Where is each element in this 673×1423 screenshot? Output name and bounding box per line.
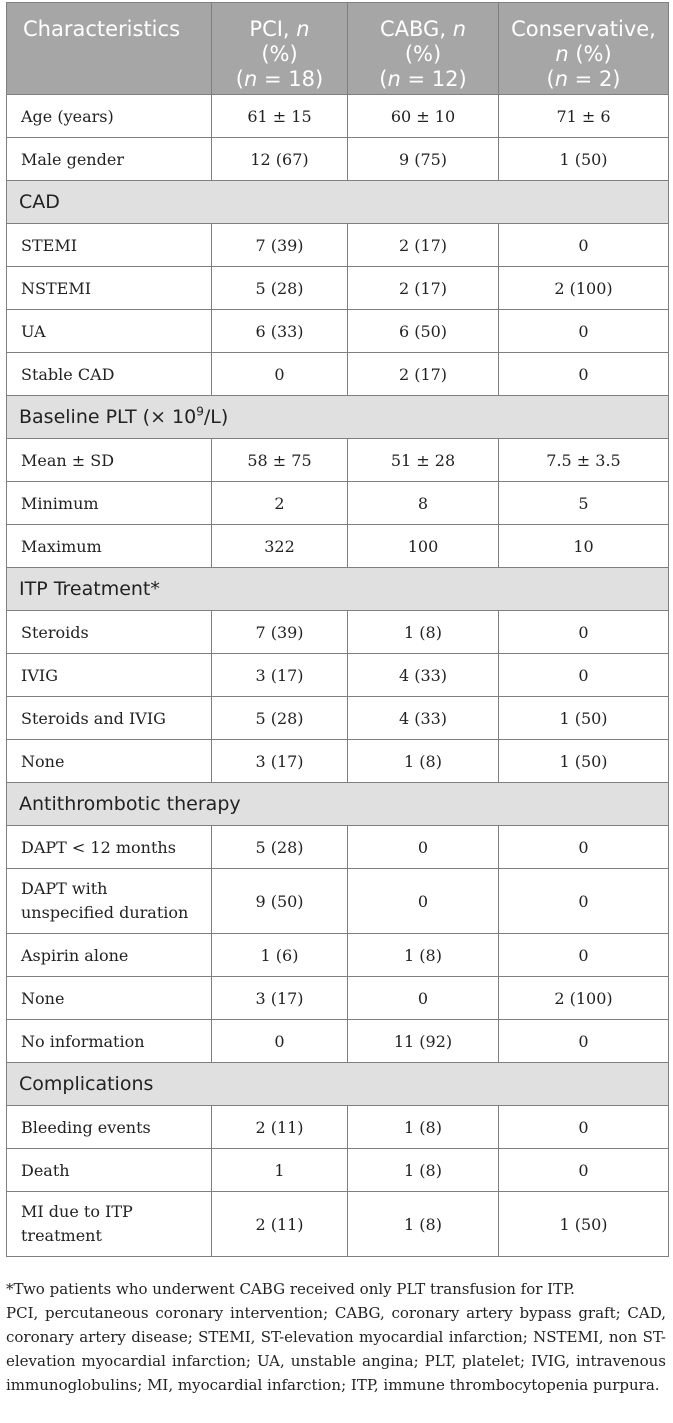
table-row — [7, 1106, 669, 1149]
row-label: Bleeding events — [7, 1106, 212, 1149]
cell-cabg: 1 (8) — [348, 1192, 499, 1257]
cell-cabg: 1 (8) — [348, 740, 499, 783]
cell-cabg: 51 ± 28 — [348, 439, 499, 482]
cell-cabg: 60 ± 10 — [348, 95, 499, 138]
table-row — [7, 1192, 669, 1257]
row-label: STEMI — [7, 224, 212, 267]
table-row — [7, 934, 669, 977]
row-label: Minimum — [7, 482, 212, 525]
table-row — [7, 826, 669, 869]
cell-cabg: 1 (8) — [348, 611, 499, 654]
cell-conservative: 0 — [499, 1020, 669, 1063]
header-characteristics: Characteristics — [7, 3, 212, 95]
cell-pci: 6 (33) — [212, 310, 348, 353]
row-label: IVIG — [7, 654, 212, 697]
cell-conservative: 2 (100) — [499, 977, 669, 1020]
cell-pci: 3 (17) — [212, 740, 348, 783]
cell-conservative: 5 — [499, 482, 669, 525]
cell-cabg: 9 (75) — [348, 138, 499, 181]
row-label: DAPT with unspecified duration — [7, 869, 212, 934]
row-label: Age (years) — [7, 95, 212, 138]
cell-pci: 61 ± 15 — [212, 95, 348, 138]
cell-cabg: 1 (8) — [348, 1149, 499, 1192]
footnote-asterisk: *Two patients who underwent CABG received only PLT transfusion for ITP. — [6, 1280, 575, 1298]
cell-conservative: 0 — [499, 224, 669, 267]
table-row — [7, 977, 669, 1020]
table-row — [7, 95, 669, 138]
header-pci: PCI, n (%) (n = 18) — [212, 3, 348, 95]
row-label: No information — [7, 1020, 212, 1063]
cell-cabg: 8 — [348, 482, 499, 525]
cell-pci: 1 (6) — [212, 934, 348, 977]
section-title: Complications — [7, 1063, 669, 1106]
cell-conservative: 0 — [499, 1106, 669, 1149]
cell-pci: 2 (11) — [212, 1106, 348, 1149]
cell-cabg: 1 (8) — [348, 1106, 499, 1149]
table-row — [7, 138, 669, 181]
cell-conservative: 1 (50) — [499, 1192, 669, 1257]
table-row — [7, 611, 669, 654]
row-label: None — [7, 740, 212, 783]
table-row — [7, 740, 669, 783]
table-row — [7, 267, 669, 310]
cell-conservative: 0 — [499, 353, 669, 396]
table-row — [7, 1020, 669, 1063]
cell-conservative: 0 — [499, 934, 669, 977]
row-label: Steroids and IVIG — [7, 697, 212, 740]
table-row — [7, 224, 669, 267]
cell-pci: 0 — [212, 353, 348, 396]
section-header-baseline-plt — [7, 396, 669, 439]
cell-conservative: 71 ± 6 — [499, 95, 669, 138]
footnote-abbreviations: PCI, percutaneous coronary intervention; CABG, coronary artery bypass graft; CAD, coronary artery disease; STEMI, ST-elevation myocardial infarction; NSTEMI, non ST-elevation myocardial infarction; UA, unstable angina; PLT, platelet; IVIG, intravenous immunoglobulins; MI, myocardial infarction; ITP, immune thrombocytopenia purpura. — [6, 1304, 666, 1394]
cell-cabg: 1 (8) — [348, 934, 499, 977]
cell-pci: 2 — [212, 482, 348, 525]
cell-conservative: 1 (50) — [499, 697, 669, 740]
table-row — [7, 310, 669, 353]
section-header-complications — [7, 1063, 669, 1106]
section-title: Baseline PLT (× $10^9/L$) — [7, 396, 669, 439]
cell-cabg: 2 (17) — [348, 267, 499, 310]
row-label: Aspirin alone — [7, 934, 212, 977]
cell-conservative: 2 (100) — [499, 267, 669, 310]
table-row — [7, 654, 669, 697]
cell-pci: 1 — [212, 1149, 348, 1192]
cell-cabg: 4 (33) — [348, 697, 499, 740]
row-label: Male gender — [7, 138, 212, 181]
table-footnotes — [6, 1277, 666, 1397]
row-label: DAPT < 12 months — [7, 826, 212, 869]
cell-cabg: 0 — [348, 977, 499, 1020]
cell-conservative: 1 (50) — [499, 740, 669, 783]
cell-pci: 58 ± 75 — [212, 439, 348, 482]
table-row — [7, 353, 669, 396]
cell-conservative: 1 (50) — [499, 138, 669, 181]
cell-cabg: 100 — [348, 525, 499, 568]
cell-conservative: 10 — [499, 525, 669, 568]
cell-pci: 322 — [212, 525, 348, 568]
table-header-row — [7, 3, 669, 95]
table-row — [7, 525, 669, 568]
table-row — [7, 439, 669, 482]
row-label: Steroids — [7, 611, 212, 654]
cell-cabg: 2 (17) — [348, 224, 499, 267]
cell-pci: 3 (17) — [212, 654, 348, 697]
cell-cabg: 2 (17) — [348, 353, 499, 396]
section-header-cad — [7, 181, 669, 224]
section-title: ITP Treatment* — [7, 568, 669, 611]
cell-pci: 7 (39) — [212, 224, 348, 267]
header-cabg: CABG, n (%) (n = 12) — [348, 3, 499, 95]
row-label: None — [7, 977, 212, 1020]
cell-pci: 7 (39) — [212, 611, 348, 654]
cell-pci: 3 (17) — [212, 977, 348, 1020]
cell-cabg: 0 — [348, 869, 499, 934]
header-conservative: Conservative, n (%) (n = 2) — [499, 3, 669, 95]
row-label: MI due to ITP treatment — [7, 1192, 212, 1257]
cell-conservative: 0 — [499, 1149, 669, 1192]
section-header-antithrombotic-therapy — [7, 783, 669, 826]
cell-cabg: 6 (50) — [348, 310, 499, 353]
cell-pci: 0 — [212, 1020, 348, 1063]
cell-pci: 5 (28) — [212, 826, 348, 869]
cell-pci: 9 (50) — [212, 869, 348, 934]
row-label: Stable CAD — [7, 353, 212, 396]
row-label: Death — [7, 1149, 212, 1192]
table-row — [7, 869, 669, 934]
cell-pci: 5 (28) — [212, 697, 348, 740]
section-title: Antithrombotic therapy — [7, 783, 669, 826]
row-label: Maximum — [7, 525, 212, 568]
characteristics-table — [6, 2, 669, 1257]
cell-conservative: 0 — [499, 654, 669, 697]
row-label: NSTEMI — [7, 267, 212, 310]
table-row — [7, 697, 669, 740]
table-row — [7, 482, 669, 525]
row-label: Mean ± SD — [7, 439, 212, 482]
section-header-itp-treatment — [7, 568, 669, 611]
cell-pci: 5 (28) — [212, 267, 348, 310]
cell-conservative: 0 — [499, 869, 669, 934]
cell-pci: 12 (67) — [212, 138, 348, 181]
cell-conservative: 0 — [499, 826, 669, 869]
cell-pci: 2 (11) — [212, 1192, 348, 1257]
cell-cabg: 11 (92) — [348, 1020, 499, 1063]
cell-cabg: 4 (33) — [348, 654, 499, 697]
section-title: CAD — [7, 181, 669, 224]
row-label: UA — [7, 310, 212, 353]
cell-cabg: 0 — [348, 826, 499, 869]
cell-conservative: 0 — [499, 310, 669, 353]
cell-conservative: 7.5 ± 3.5 — [499, 439, 669, 482]
table-row — [7, 1149, 669, 1192]
cell-conservative: 0 — [499, 611, 669, 654]
